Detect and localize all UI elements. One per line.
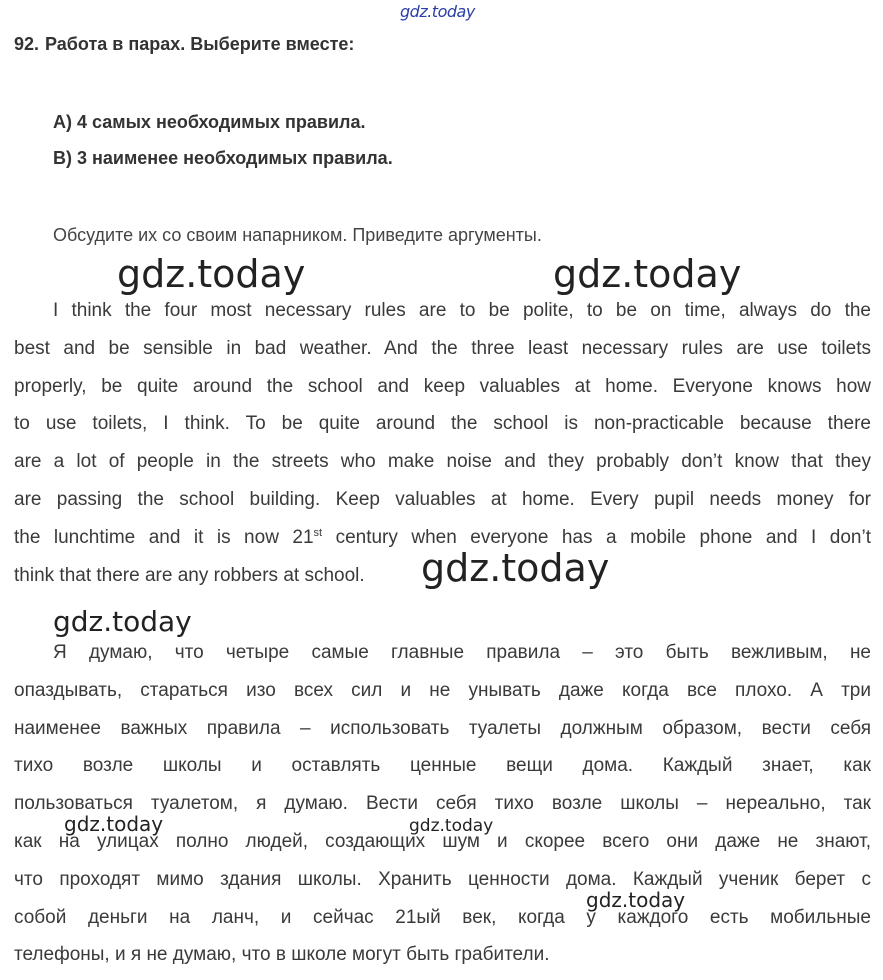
task-instruction: Обсудите их со своим напарником. Приведите аргументы. [53,225,542,245]
answer-ru-line: пользоваться туалетом, я думаю. Вести себя тихо возле школы – нереально, так [14,793,871,815]
watermark: gdz.today [64,812,164,836]
answer-en-line: I think the four most necessary rules are to be polite, to be on time, always do the [53,300,871,321]
watermark: gdz.today [400,2,475,21]
answer-en-line: to use toilets, I think. To be quite around the school is non-practicable because there [14,413,871,435]
ordinal-suffix: st [313,526,323,539]
answer-en-line7-start: the lunchtime and it is now 21 [14,526,314,548]
answer-ru-line: опаздывать, стараться изо всех сил и не унывать даже когда все плохо. А три [14,679,871,701]
watermark: gdz.today [553,252,742,296]
answer-en-line7-end: century when everyone has a mobile phone and I don’t [322,526,871,548]
answer-ru-line: наименее важных правила – использовать туалеты должным образом, вести себя [14,717,871,739]
watermark: gdz.today [421,546,610,590]
answer-en-line: are passing the school building. Keep valuables at home. Every pupil needs money for [14,488,871,510]
answer-en-line: properly, be quite around the school and keep valuables at home. Everyone knows how [14,375,871,397]
answer-ru-line: собой деньги на ланч, и сейчас 21ый век, когда у каждого есть мобильные [14,906,871,928]
task-heading [14,34,354,55]
answer-ru-line: как на улицах полно людей, создающих шум и скорее всего они даже не знают, [14,830,871,852]
answer-ru-line: что проходят мимо здания школы. Хранить ценности дома. Каждый ученик берет с [14,868,871,890]
answer-ru-line: телефоны, и я не думаю, что в школе могут быть грабители. [14,944,550,966]
answer-en-line: best and be sensible in bad weather. And the three least necessary rules are use toilets [14,337,871,359]
answer-ru-line: тихо возле школы и оставлять ценные вещи дома. Каждый знает, как [14,755,871,777]
watermark: gdz.today [586,888,686,912]
task-number: 92. [14,34,40,54]
watermark: gdz.today [53,605,192,638]
answer-russian [14,634,871,974]
watermark: gdz.today [409,816,494,836]
answer-en-line: think that there are any robbers at school. [14,564,365,586]
watermark: gdz.today [117,252,306,296]
answer-en-line: are a lot of people in the streets who make noise and they probably don’t know that they [14,451,871,473]
task-title: Работа в парах. Выберите вместе: [45,34,355,54]
option-b: В) 3 наименее необходимых правила. [53,148,393,168]
option-a: А) 4 самых необходимых правила. [53,112,366,132]
answer-ru-line: Я думаю, что четыре самые главные правила – это быть вежливым, не [53,642,871,663]
